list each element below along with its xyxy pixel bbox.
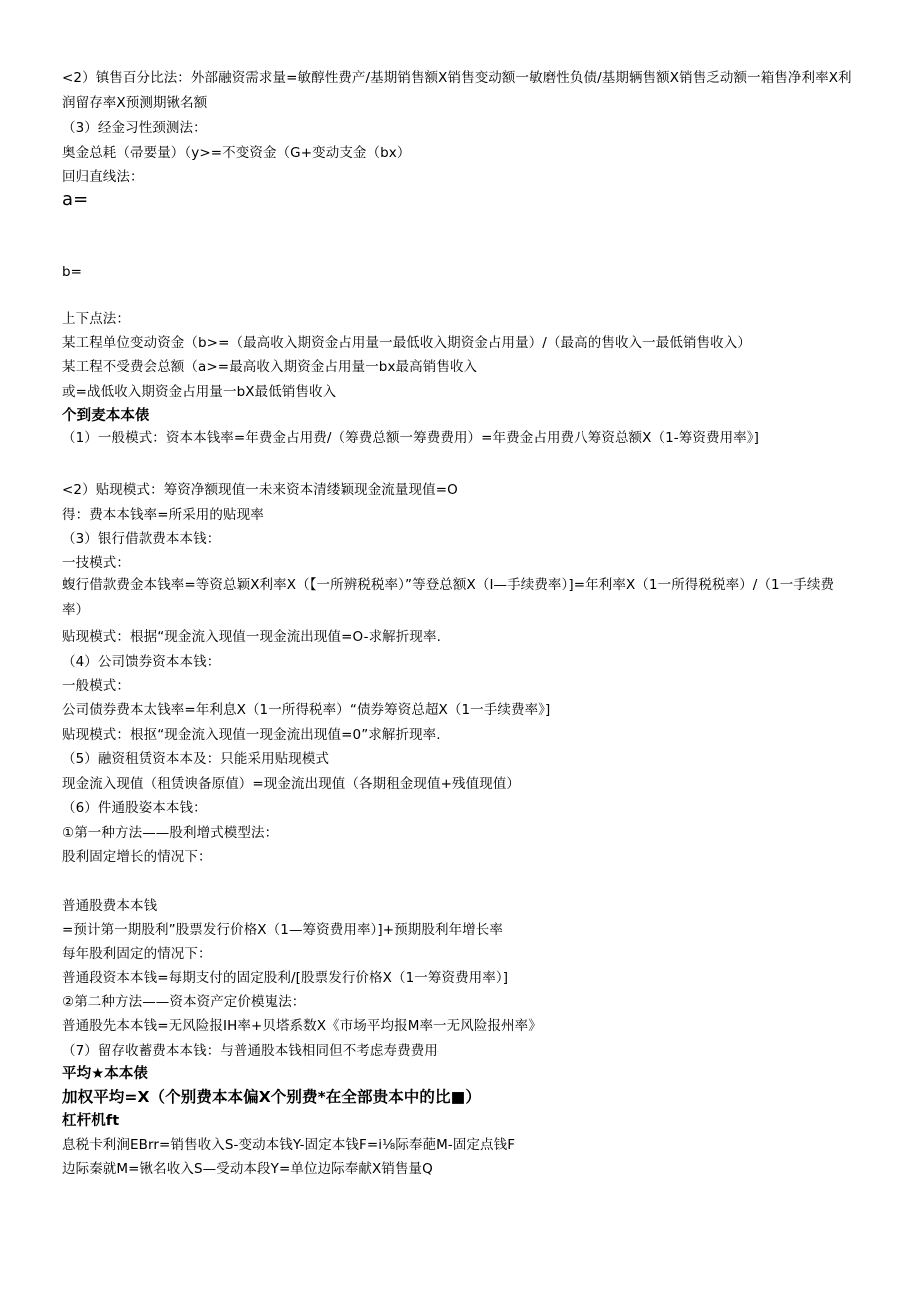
discount-rate-result: 得：费本本钱率=所采用的贴现率: [62, 507, 264, 523]
cost-of-capital-heading: 个到麦本本俵: [62, 408, 150, 424]
fixed-dividend-label: 每年股利固定的情况下：: [62, 946, 212, 962]
bond-discount-model: 贴现模式：根抠“现金流入现值一现金流出现值=0”求解折现率.: [62, 727, 441, 743]
average-cost-heading: 平均★本本俵: [62, 1066, 149, 1082]
general-model-formula: （1）一般模式：资本本钱率=年费金占用费/（筹费总额一筹费费用）=年费金占用费八筹资总额X（1-筹资费用率》]: [62, 430, 759, 446]
bank-loan-cost-heading: （3）银行借款费本本钱：: [62, 531, 221, 547]
common-stock-cost-heading: （6）件通股姿本本钱：: [62, 800, 207, 816]
sales-percentage-method-text: <2）镇售百分比法：外部融资需求量=敏醇性费产/基期销售额X销售变动额一敏磨性负债/基期辆售额X销售乏动额一箱售净利率X利润留存率X预测期锹名额: [62, 70, 852, 111]
formula-a-label: a=: [62, 189, 89, 210]
common-stock-cost-label: 普通股费本本钱: [62, 898, 158, 914]
capm-formula: 普通股先本本钱=无风险报IH率+贝塔系数X《市场平均报M率一无风险报州率》: [62, 1018, 542, 1034]
bank-loan-discount-model: 贴现模式：根据“现金流入现值一现金流出现值=O-求解折现率.: [62, 629, 441, 645]
total-capital-formula: 奥金总耗（帚要量）（y>=不变资金（G+变动支金（bx）: [62, 145, 411, 161]
lease-cash-flow-formula: 现金流入现值（租赁谀备原值）=现金流出现值（各期租金现值+残值现值）: [62, 776, 521, 792]
bond-cost-formula: 公司债券费本太钱率=年利息X（1一所得税率）“债券筹资总超X（1一手续费率》]: [62, 702, 551, 718]
constant-growth-label: 股利固定增长的情况下：: [62, 849, 212, 865]
formula-b-label: b=: [62, 264, 83, 280]
retained-earnings-cost: （7）留存收蓄费本本钱：与普通股本钱相同但不考虑寿费费用: [62, 1043, 438, 1059]
common-stock-growth-formula: =预计第一期股利”股票发行价格X（1—筹资费用率）]+预期股利年增长率: [62, 922, 503, 938]
bank-loan-cost-formula: 蝮行借款费金本钱率=等资总颖X利率X（【一所辨税税率）”等登总额X（I—手续费率）]=年利率X（1一所得税税率）/（1一手续费率）: [62, 577, 835, 618]
regression-line-method-label: 回归直线法：: [62, 169, 144, 185]
marginal-contribution-formula: 边际秦就M=锹名收入S—受动本段Y=单位边际奉献X销售量Q: [62, 1161, 433, 1177]
capital-habit-forecast-heading: （3）经金习性颈测法：: [62, 120, 207, 136]
weighted-average-formula: 加权平均=X（个别费本本偏X个别费*在全部贵本中的比■）: [62, 1088, 481, 1106]
bond-general-model-label: 一般模式：: [62, 678, 130, 694]
unit-variable-capital-formula: 某工程单位变动资金（b>=（最高收入期资金占用量一最低收入期资金占用量）/（最高的售收入一最低销售收入）: [62, 335, 751, 351]
capm-method-label: ②第二种方法——资本资产定价模嵬法：: [62, 994, 306, 1010]
ebit-formula: 息税卡利涧EBrr=销售收入S-变动本钱Y-固定本钱F=i⅛际奉葩M-固定点钱F: [62, 1137, 516, 1153]
general-model-label: 一技模式：: [62, 555, 130, 571]
dividend-growth-method-label: ①第一种方法——股利增式模型法：: [62, 825, 279, 841]
fixed-capital-alt-formula: 或=战低收入期资金占用量一bX最低销售收入: [62, 384, 337, 400]
high-low-method-label: 上下点法：: [62, 311, 130, 327]
discount-model-formula: <2）贴现模式：筹资净额现值一未来资本清缕颖现金流量现值=O: [62, 482, 458, 498]
leverage-heading: 杠杆机ft: [62, 1113, 120, 1129]
fixed-dividend-formula: 普通段资本本钱=每期支付的固定股利/[股票发行价格X（1一筹资费用率）]: [62, 970, 509, 986]
bond-cost-heading: （4）公司馈券资本本钱：: [62, 654, 221, 670]
fixed-capital-formula: 某工程不受费会总额（a>=最高收入期资金占用量一bx最高销售收入: [62, 359, 478, 375]
lease-cost-heading: （5）融资租赁资本本及：只能采用贴现模式: [62, 751, 330, 767]
